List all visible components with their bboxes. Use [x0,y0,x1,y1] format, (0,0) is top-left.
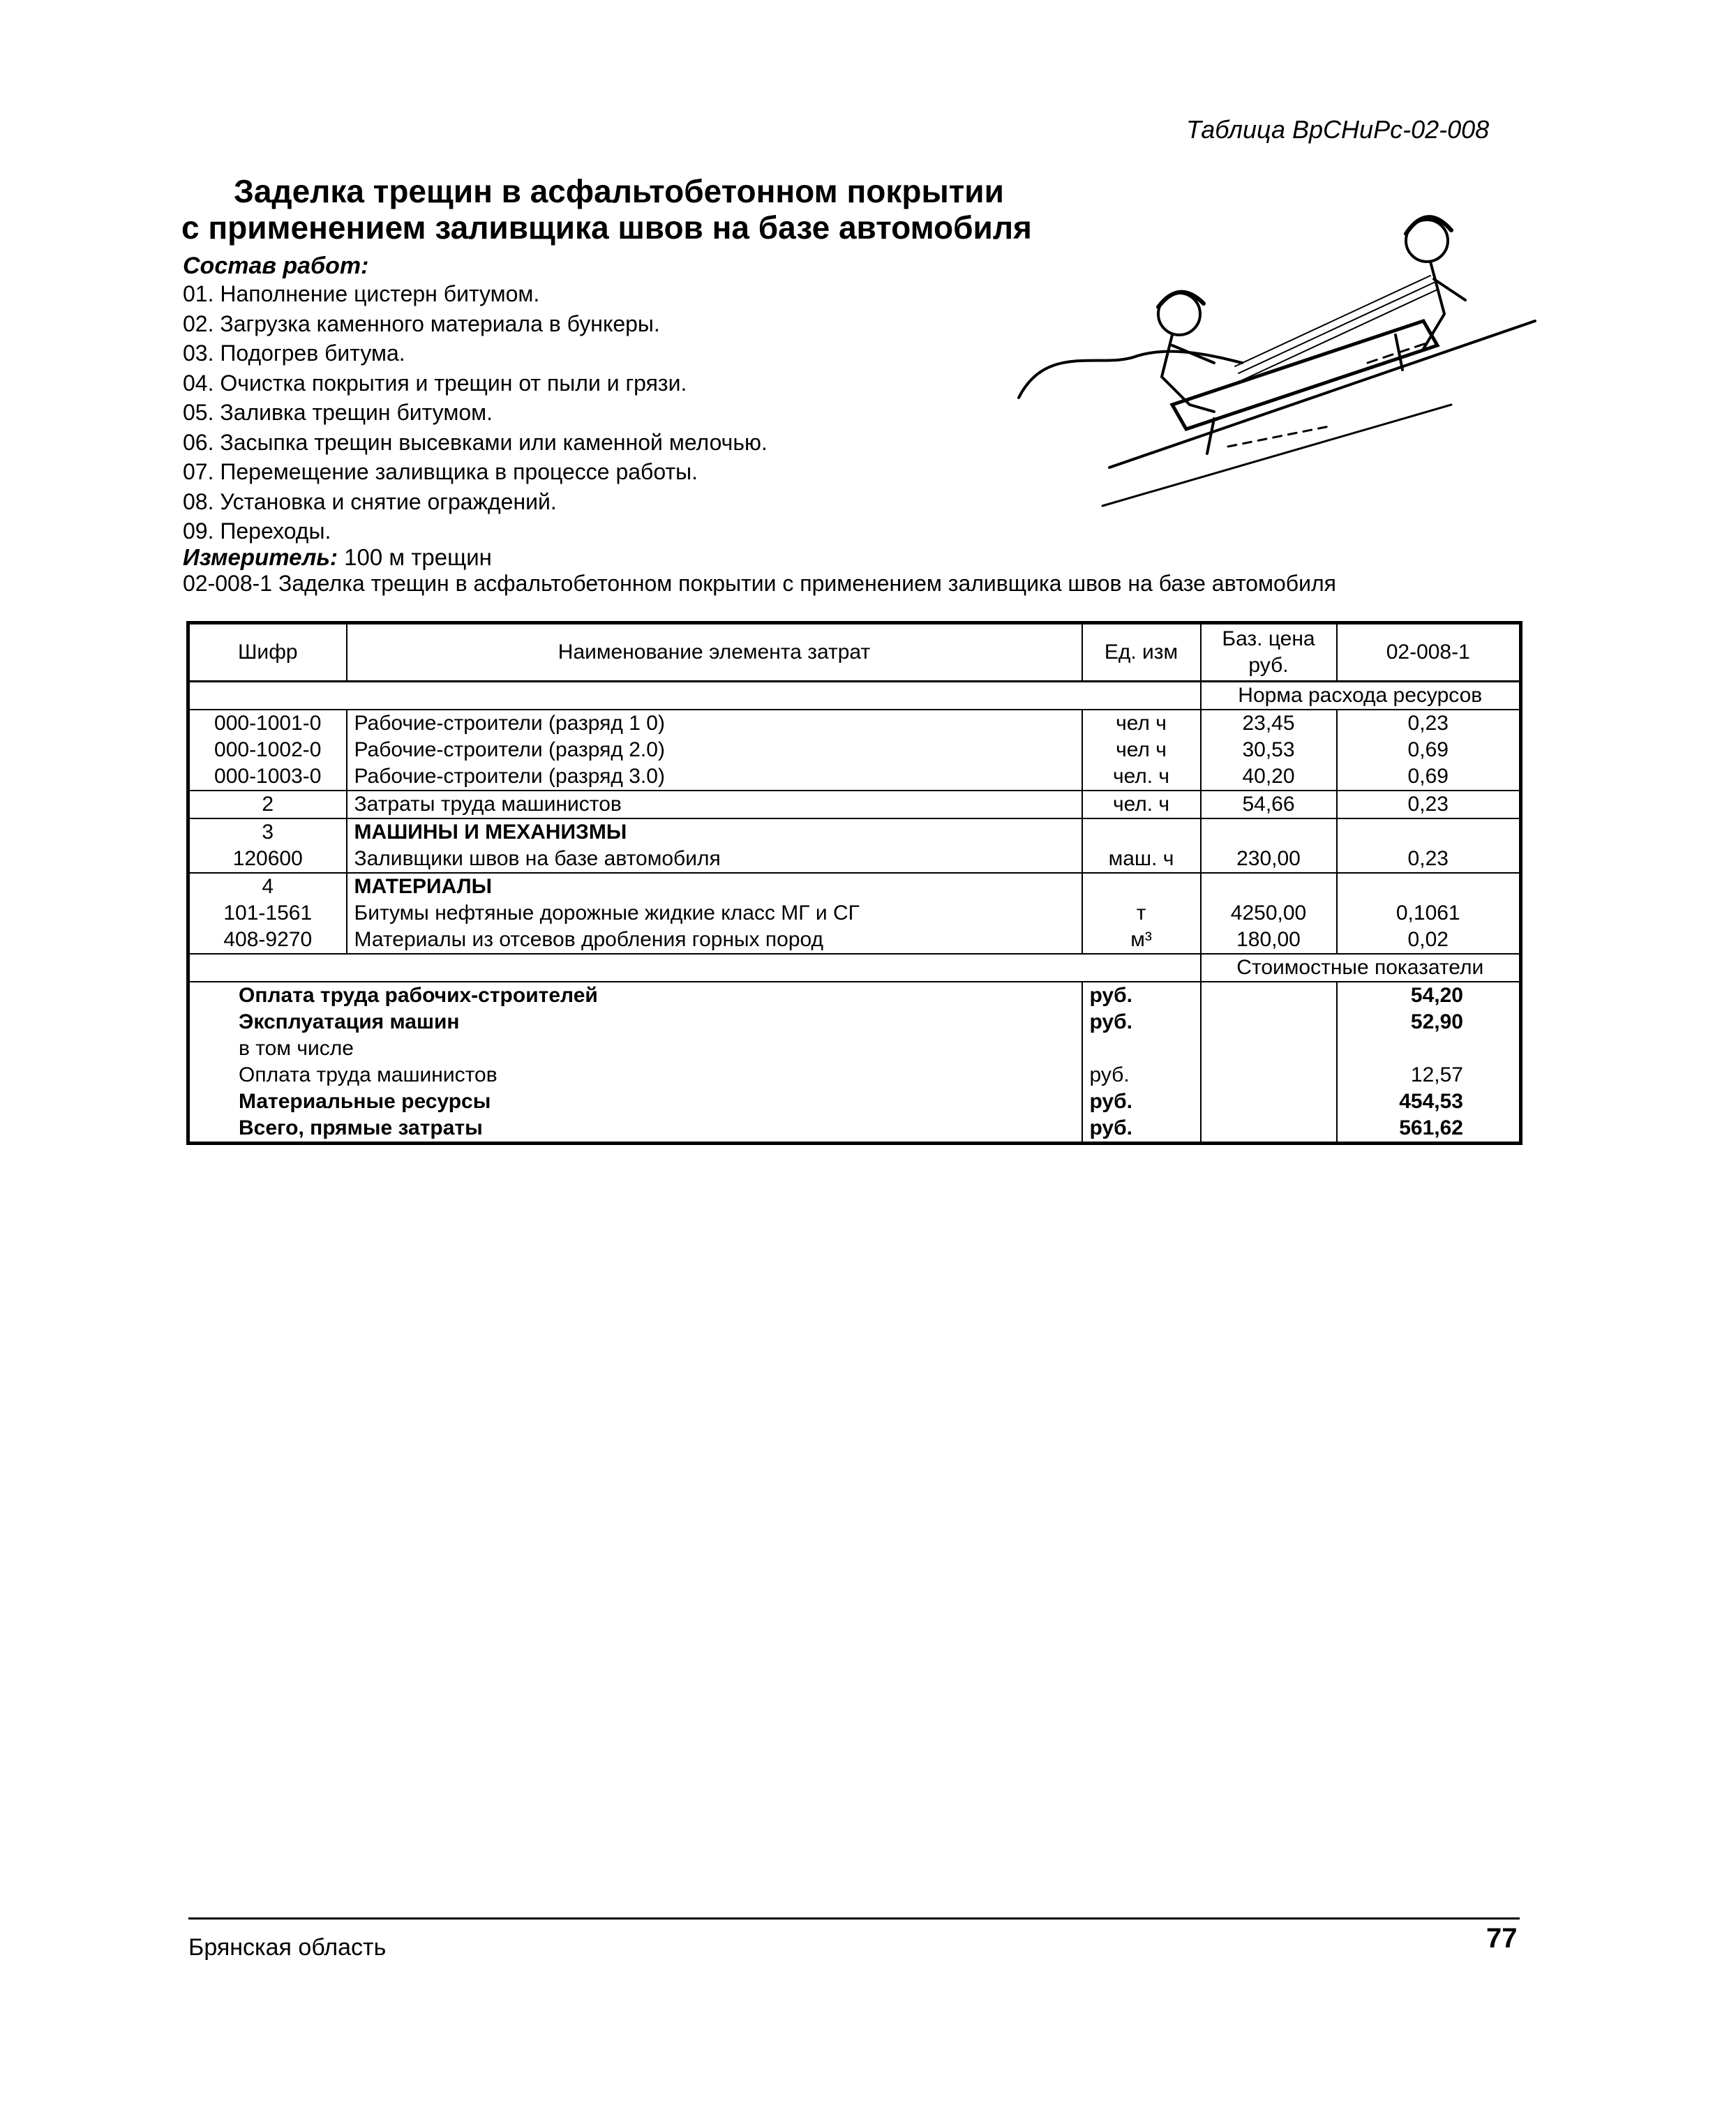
cost-row [188,1115,1521,1144]
cell-price: 54,66 [1201,791,1337,818]
section-row-materials [188,873,1521,900]
cell-norm: 0,02 [1337,927,1521,954]
table-row-machinists [188,791,1521,818]
measure-value: 100 м трещин [344,544,492,570]
table-row [188,737,1521,763]
cost-value: 454,53 [1337,1088,1521,1115]
code-line: 02-008-1 Заделка трещин в асфальтобетонном покрытии с применением заливщика швов на базе автомобиля [183,571,1336,596]
cell-price: 4250,00 [1201,900,1337,927]
cell-unit: чел. ч [1082,791,1201,818]
cell-norm: 0,23 [1337,791,1521,818]
cost-band-label: Стоимостные показатели [1201,954,1521,982]
cell-code: 000-1001-0 [188,710,347,737]
footer-divider [188,1917,1520,1920]
cell-price: 30,53 [1201,737,1337,763]
title-line-1: Заделка трещин в асфальтобетонном покрытии [234,173,1004,209]
cost-row [188,1009,1521,1035]
works-item: 02. Загрузка каменного материала в бункеры. [183,310,660,336]
cell-code: 000-1003-0 [188,763,347,791]
cost-row [188,1035,1521,1062]
cost-row [188,982,1521,1009]
works-item: 03. Подогрев битума. [183,341,405,366]
cost-unit: руб. [1082,1009,1201,1035]
cost-name: в том числе [188,1035,1082,1062]
cost-unit [1082,1035,1201,1062]
works-item: 05. Заливка трещин битумом. [183,400,493,425]
table-row [188,763,1521,791]
cost-unit: руб. [1082,1062,1201,1088]
header-norm: 02-008-1 [1337,623,1521,682]
footer-region: Брянская область [188,1934,387,1961]
cell-code: 000-1002-0 [188,737,347,763]
cost-name: Эксплуатация машин [188,1009,1082,1035]
cell-price: 40,20 [1201,763,1337,791]
table-row [188,927,1521,954]
cell-norm: 0,23 [1337,846,1521,873]
cost-name: Оплата труда машинистов [188,1062,1082,1088]
norm-band-label: Норма расхода ресурсов [1201,682,1521,710]
cost-unit: руб. [1082,1088,1201,1115]
cell-price: 23,45 [1201,710,1337,737]
page-title [181,173,1032,246]
measure [183,544,492,571]
cost-name: Материальные ресурсы [188,1088,1082,1115]
cell-price: 180,00 [1201,927,1337,954]
cell-unit: маш. ч [1082,846,1201,873]
cell-norm: 0,1061 [1337,900,1521,927]
cost-value: 52,90 [1337,1009,1521,1035]
section-heading: МАШИНЫ И МЕХАНИЗМЫ [347,818,1082,846]
cost-band-row [188,954,1521,982]
cost-row [188,1062,1521,1088]
cell-unit: чел ч [1082,710,1201,737]
cost-unit: руб. [1082,982,1201,1009]
works-item: 06. Засыпка трещин высевками или каменной мелочью. [183,429,768,455]
cell-code: 2 [188,791,347,818]
cell-name: Рабочие-строители (разряд 3.0) [347,763,1082,791]
cost-unit: руб. [1082,1115,1201,1144]
cell-name: Рабочие-строители (разряд 1 0) [347,710,1082,737]
cell-code: 4 [188,873,347,900]
works-item: 09. Переходы. [183,518,331,544]
cost-name: Всего, прямые затраты [188,1115,1082,1144]
cell-code: 3 [188,818,347,846]
cell-code: 120600 [188,846,347,873]
header-unit: Ед. изм [1082,623,1201,682]
works-heading: Состав работ: [183,253,369,279]
cell-unit: м³ [1082,927,1201,954]
cell-norm: 0,23 [1337,710,1521,737]
header-name: Наименование элемента затрат [347,623,1082,682]
table-row [188,710,1521,737]
cell-name: Материалы из отсевов дробления горных пород [347,927,1082,954]
norm-band-row [188,682,1521,710]
works-list [183,279,768,546]
cost-name: Оплата труда рабочих-строителей [188,982,1082,1009]
works-item: 04. Очистка покрытия и трещин от пыли и грязи. [183,370,687,396]
cell-norm: 0,69 [1337,737,1521,763]
cell-unit: чел ч [1082,737,1201,763]
works-item: 07. Перемещение заливщика в процессе работы. [183,459,698,484]
cell-code: 101-1561 [188,900,347,927]
section-heading: МАТЕРИАЛЫ [347,873,1082,900]
cell-name: Рабочие-строители (разряд 2.0) [347,737,1082,763]
workers-illustration [1005,195,1556,516]
section-row-machines [188,818,1521,846]
table-row [188,900,1521,927]
cost-value [1337,1035,1521,1062]
table-reference: Таблица ВрСНиРс-02-008 [1186,115,1490,144]
cell-unit: чел. ч [1082,763,1201,791]
header-code: Шифр [188,623,347,682]
works-item: 01. Наполнение цистерн битумом. [183,281,540,306]
cost-row [188,1088,1521,1115]
cost-value: 561,62 [1337,1115,1521,1144]
cell-name: Заливщики швов на базе автомобиля [347,846,1082,873]
cell-norm: 0,69 [1337,763,1521,791]
table-row [188,846,1521,873]
cell-code: 408-9270 [188,927,347,954]
cell-unit: т [1082,900,1201,927]
works-item: 08. Установка и снятие ограждений. [183,488,557,514]
table-header-row [188,623,1521,682]
resources-table [186,621,1522,1145]
cell-name: Битумы нефтяные дорожные жидкие класс МГ и СГ [347,900,1082,927]
cost-value: 54,20 [1337,982,1521,1009]
header-price: Баз. цена руб. [1201,623,1337,682]
cost-value: 12,57 [1337,1062,1521,1088]
cell-price: 230,00 [1201,846,1337,873]
measure-label: Измеритель: [183,544,338,570]
title-line-2: с применением заливщика швов на базе автомобиля [181,209,1032,246]
cell-name: Затраты труда машинистов [347,791,1082,818]
page-number: 77 [1486,1923,1518,1954]
